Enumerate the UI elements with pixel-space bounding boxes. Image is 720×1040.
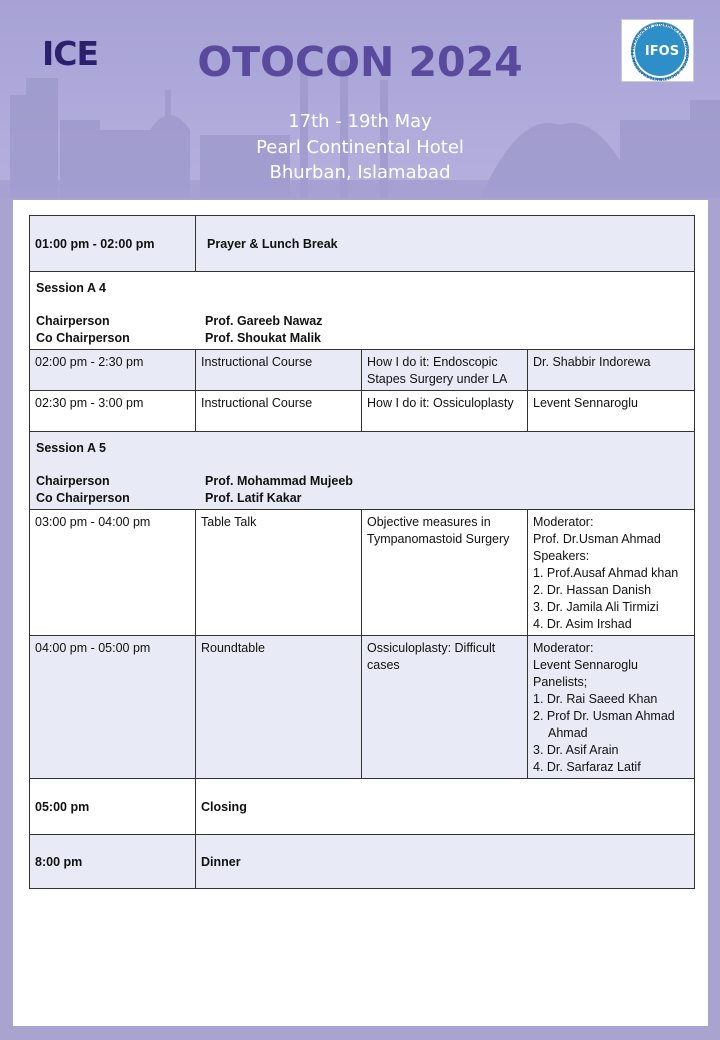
speaker-cell: Levent Sennaroglu <box>528 391 695 432</box>
chair-name: Prof. Mohammad Mujeeb <box>205 474 353 488</box>
list-item: 4. Dr. Sarfaraz Latif <box>533 760 641 774</box>
speaker-cell: Dr. Shabbir Indorewa <box>528 350 695 391</box>
moderator-label: Moderator: <box>533 515 594 529</box>
time-cell: 04:00 pm - 05:00 pm <box>30 636 196 779</box>
topic-cell: How I do it: Ossiculoplasty <box>362 391 528 432</box>
table-row <box>30 350 695 391</box>
session-title: Session A 5 <box>36 441 106 455</box>
session-header-a4 <box>30 272 695 350</box>
cochair-name: Prof. Shoukat Malik <box>205 331 321 345</box>
list-item: 4. Dr. Asim Irshad <box>533 617 632 631</box>
speakers-label: Speakers: <box>533 549 590 563</box>
table-row <box>30 391 695 432</box>
moderator-label: Moderator: <box>533 641 594 655</box>
table-row <box>30 216 695 272</box>
session-header-a5 <box>30 432 695 510</box>
header-banner <box>0 0 720 198</box>
break-title: Prayer & Lunch Break <box>196 216 695 272</box>
topic-cell: Objective measures in Tympanomastoid Surgery <box>362 510 528 636</box>
chair-name: Prof. Gareeb Nawaz <box>205 314 323 328</box>
cochair-label: Co Chairperson <box>36 331 130 345</box>
chair-label: Chairperson <box>36 314 110 328</box>
event-title: OTOCON 2024 <box>197 38 523 86</box>
type-cell: Table Talk <box>196 510 362 636</box>
globe-icon: IFOS <box>633 24 687 78</box>
list-item: 3. Dr. Asif Arain <box>533 743 619 757</box>
table-row <box>30 510 695 636</box>
event-dates: 17th - 19th May <box>288 111 432 132</box>
dinner-title: Dinner <box>196 835 695 889</box>
list-item: 1. Dr. Rai Saeed Khan <box>533 692 658 706</box>
ice-logo: ICE <box>42 34 99 73</box>
time-cell: 02:00 pm - 2:30 pm <box>30 350 196 391</box>
schedule-page <box>13 200 708 1026</box>
type-cell: Instructional Course <box>196 350 362 391</box>
time-cell: 05:00 pm <box>30 779 196 835</box>
table-row <box>30 835 695 889</box>
time-cell: 03:00 pm - 04:00 pm <box>30 510 196 636</box>
cochair-label: Co Chairperson <box>36 491 130 505</box>
time-cell: 8:00 pm <box>30 835 196 889</box>
schedule-table <box>29 215 695 889</box>
list-item: 3. Dr. Jamila Ali Tirmizi <box>533 600 659 614</box>
speaker-cell <box>528 636 695 779</box>
session-title: Session A 4 <box>36 281 106 295</box>
table-row <box>30 636 695 779</box>
cochair-name: Prof. Latif Kakar <box>205 491 302 505</box>
list-item: 2. Dr. Hassan Danish <box>533 583 652 597</box>
list-item: 2. Prof Dr. Usman Ahmad Ahmad <box>533 709 675 740</box>
event-location: Bhurban, Islamabad <box>269 162 451 183</box>
ifos-ring-text <box>622 20 695 83</box>
type-cell: Roundtable <box>196 636 362 779</box>
panelists-label: Panelists; <box>533 675 588 689</box>
moderator-name: Levent Sennaroglu <box>533 658 638 672</box>
chair-label: Chairperson <box>36 474 110 488</box>
time-cell: 01:00 pm - 02:00 pm <box>30 216 196 272</box>
topic-cell: Ossiculoplasty: Difficult cases <box>362 636 528 779</box>
event-venue: Pearl Continental Hotel <box>256 137 464 158</box>
svg-text:INTERNATIONAL FEDERATION OF OT: INTERNATIONAL FEDERATION OF OTORHINO LARYNGOLOGICAL SOCIETIE <box>630 21 691 83</box>
type-cell: Instructional Course <box>196 391 362 432</box>
closing-title: Closing <box>196 779 695 835</box>
ifos-logo <box>621 19 694 82</box>
table-row <box>30 779 695 835</box>
moderator-name: Prof. Dr.Usman Ahmad <box>533 532 661 546</box>
time-cell: 02:30 pm - 3:00 pm <box>30 391 196 432</box>
topic-cell: How I do it: Endoscopic Stapes Surgery under LA <box>362 350 528 391</box>
list-item: 1. Prof.Ausaf Ahmad khan <box>533 566 679 580</box>
speaker-cell <box>528 510 695 636</box>
